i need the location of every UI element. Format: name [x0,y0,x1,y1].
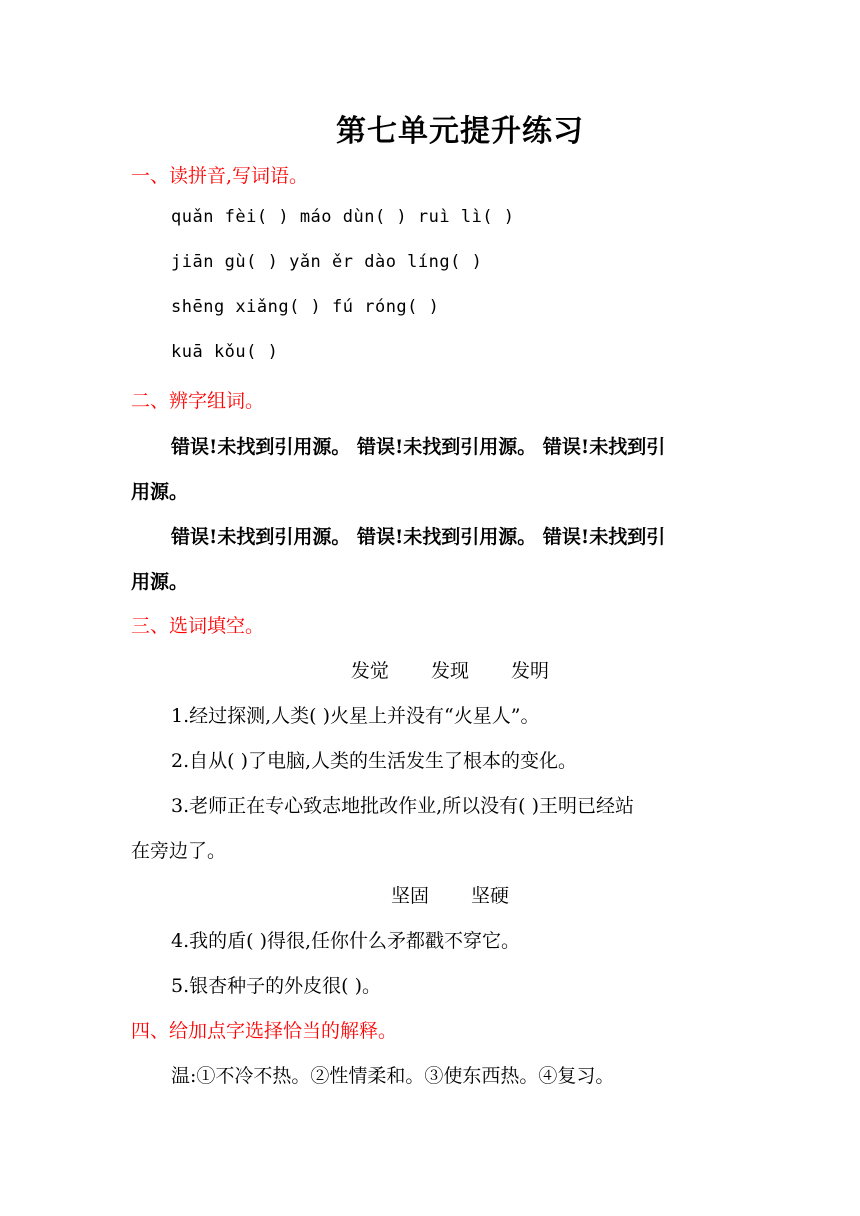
question-4: 4.我的盾( )得很,任你什么矛都戳不穿它。 [171,930,521,952]
question-1: 1.经过探测,人类( )火星上并没有“火星人”。 [171,705,540,727]
definition-line: 温:①不冷不热。②性情柔和。③使东西热。④复习。 [171,1065,615,1087]
word-option: 发觉 [350,660,389,682]
section-3-heading: 三、选词填空。 [131,615,265,637]
pinyin-row-4: kuā kǒu( ) [171,342,279,362]
section-1-heading: 一、读拼音,写词语。 [131,165,309,187]
question-2: 2.自从( )了电脑,人类的生活发生了根本的变化。 [171,750,578,772]
error-line-1: 错误!未找到引用源。 错误!未找到引用源。 错误!未找到引 [171,436,666,458]
error-line-2-cont: 用源。 [131,571,189,593]
word-option: 发明 [511,660,550,682]
word-option: 坚硬 [471,885,510,907]
pinyin-row-3: shēng xiǎng( ) fú róng( ) [171,297,440,317]
word-option: 发现 [430,660,469,682]
error-line-1-cont: 用源。 [131,481,189,503]
question-3-cont: 在旁边了。 [131,840,227,862]
question-3: 3.老师正在专心致志地批改作业,所以没有( )王明已经站 [171,795,635,817]
word-option: 坚固 [390,885,429,907]
question-5: 5.银杏种子的外皮很( )。 [171,975,381,997]
page-title: 第七单元提升练习 [336,114,584,149]
word-options-1 [0,656,860,683]
word-options-2 [0,881,860,908]
section-2-heading: 二、辨字组词。 [131,390,265,412]
pinyin-row-2: jiān gù( ) yǎn ěr dào líng( ) [171,252,483,272]
section-4-heading: 四、给加点字选择恰当的解释。 [131,1020,398,1042]
error-line-2: 错误!未找到引用源。 错误!未找到引用源。 错误!未找到引 [171,526,666,548]
pinyin-row-1: quǎn fèi( ) máo dùn( ) ruì lì( ) [171,207,515,227]
